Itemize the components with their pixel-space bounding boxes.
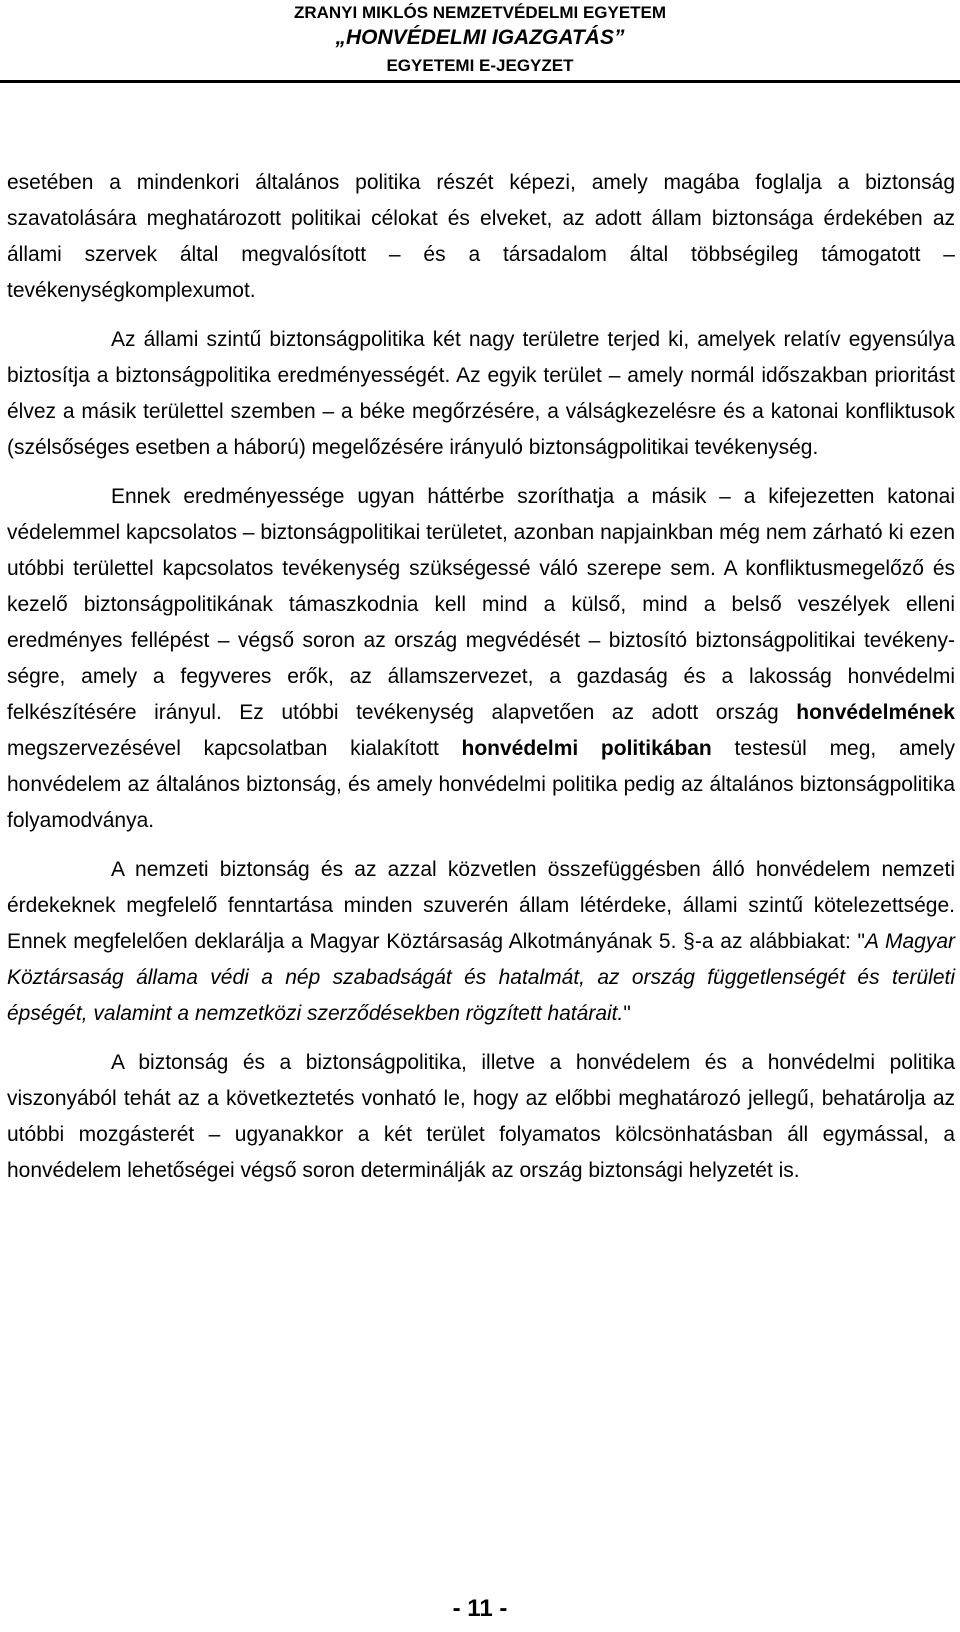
paragraph-4-text-a: A nemzeti biztonság és az azzal közvetlen összefüggésben álló honvédelem nemzeti érdekeknek megfelelő fenntartása minden szuverén állam létérdeke, állami szintű kötelezettsége. Ennek megfelelően deklarálja a Magyar Köztársaság Alkotmányának 5. §-a az alábbiakat: " [7, 858, 955, 953]
document-body [7, 165, 955, 1189]
paragraph-4 [7, 852, 955, 1032]
term-honvedelmi-politikaban: honvédelmi politikában [461, 737, 712, 760]
term-honvedelmenek: honvédelmének [796, 701, 955, 724]
paragraph-3-text-a: Ennek eredményessége ugyan háttérbe szoríthatja a másik – a kifejezetten katonai védelemmel kapcsolatos – biztonságpolitikai területet, azonban napjainkban még nem zárható ki ezen utóbbi területtel kapcsolatos tevékenység szükségessé váló szerepe sem. A konfliktusmegelőző és kezelő biztonságpolitikának támaszkodnia kell mind a külső, mind a belső veszélyek elleni eredményes fellépést – végső soron az ország megvédését – biztosító biztonságpolitikai tevékenységre, amely a fegyveres erők, az államszervezet, a gazdaság és a lakosság honvédelmi felkészítésére irányul. Ez utóbbi tevékenység alapvetően az adott ország [7, 485, 955, 724]
page-header [0, 0, 960, 82]
header-course-title: „HONVÉDELMI IGAZGATÁS” [335, 26, 625, 49]
paragraph-4-text-b: " [623, 1002, 631, 1025]
header-university-name: ZRANYI MIKLÓS NEMZETVÉDELMI EGYETEM [293, 3, 667, 22]
paragraph-2: Az állami szintű biztonságpolitika két nagy területre terjed ki, amelyek relatív egyensúlya biztosítja a biztonságpolitika eredményességét. Az egyik terület – amely normál időszakban prioritást élvez a másik területtel szemben – a béke megőrzésére, a válságkezelésre és a katonai konfliktusok (szélsőséges esetben a háború) megelőzésére irányuló biztonságpolitikai tevékenység. [7, 328, 955, 459]
header-divider [0, 80, 960, 83]
paragraph-3-text-b: megszervezésével kapcsolatban kialakított [7, 737, 462, 760]
constitution-quote: A Magyar Köztársaság állama védi a nép szabadságát és hatalmát, az ország függetlenségét és területi épségét, valamint a nemzetközi szerződésekben rögzített határait. [7, 930, 955, 1025]
header-document-type: EGYETEMI E-JEGYZET [386, 56, 574, 75]
paragraph-3-text-c: testesül meg, amely honvédelem az általános biztonság, és amely honvédelmi politika pedig az általános biztonságpolitika folyamodványa. [7, 737, 955, 832]
paragraph-5: A biztonság és a biztonságpolitika, illetve a honvédelem és a honvédelmi politika viszonyából tehát az a következtetés vonható le, hogy az előbbi meghatározó jellegű, behatárolja az utóbbi mozgásterét – ugyanakkor a két terület folyamatos kölcsönhatásban áll egymással, a honvédelem lehetőségei végső soron determinálják az ország biztonsági helyzetét is. [7, 1051, 955, 1182]
page-number: - 11 - [452, 1595, 508, 1622]
paragraph-3 [7, 479, 955, 839]
paragraph-1: esetében a mindenkori általános politika részét képezi, amely magába foglalja a biztonság szavatolására meghatározott politikai célokat és elveket, az adott állam biztonsága érdekében az állami szervek által megvalósított – és a társadalom által többségileg támogatott – tevékenységkomplexumot. [7, 171, 955, 302]
